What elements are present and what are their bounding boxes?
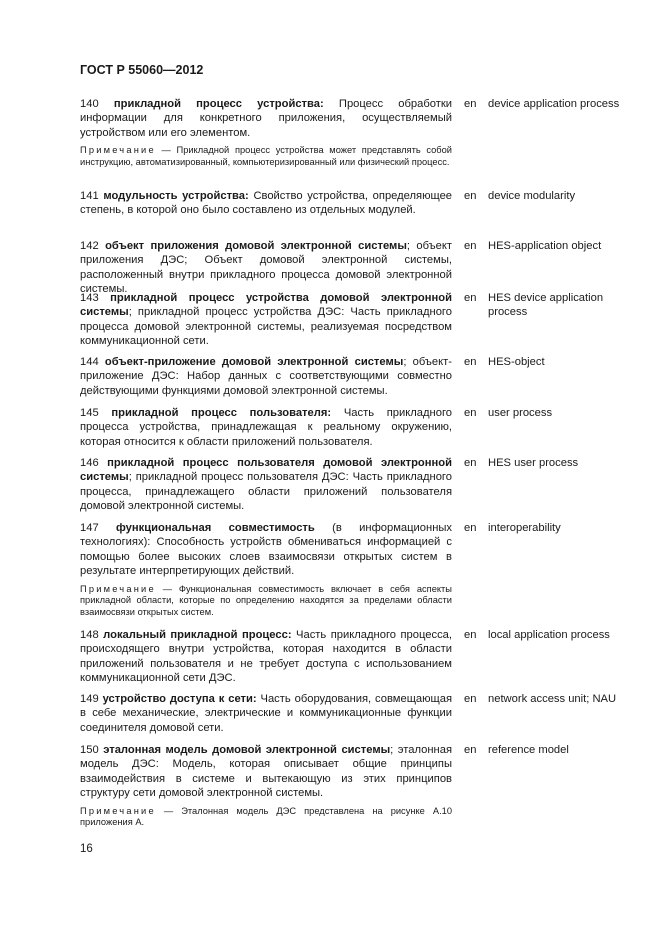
term-name: локальный прикладной процесс:	[103, 629, 292, 641]
term-name: устройство доступа к сети:	[102, 693, 257, 705]
lang-code: en	[464, 98, 477, 110]
term-definition: 141 модульность устройства: Свойство устройства, определяющее степень, в которой оно было составлено из отдельных модулей.	[80, 190, 453, 217]
english-term: local application process	[488, 629, 610, 641]
term-definition: 143 прикладной процесс устройства домовой электронной системы; прикладной процесс устройства ДЭС: Часть прикладного процесса домовой электронной системы, реализуемая посредством коммуникационной сети.	[80, 292, 452, 348]
english-term: HES user process	[488, 457, 579, 469]
document-header: ГОСТ Р 55060—2012	[80, 63, 204, 77]
term-name: прикладной процесс устройства:	[113, 98, 324, 110]
term-definition: 144 объект-приложение домовой электронной системы; объект-приложение ДЭС: Набор данных с соответствующими совместно действующими функциями домовой электронной системы.	[80, 356, 452, 397]
english-term: device application process	[488, 98, 620, 110]
lang-code: en	[464, 356, 477, 368]
term-definition: 140 прикладной процесс устройства: Процесс обработки информации для конкретного приложения, осуществляемый устройством или его элементом. Примечание — Прикладной процесс устройства может представлять собой инструкцию, автоматизированный, компьютеризированный или физический процесс.	[80, 98, 452, 167]
english-term: device modularity	[488, 190, 576, 202]
term-name: объект приложения домовой электронной системы	[105, 240, 407, 252]
term-name: прикладной процесс пользователя домовой электронной системы	[80, 457, 452, 484]
english-term: interoperability	[488, 522, 561, 534]
english-term: network access unit; NAU	[488, 693, 617, 705]
lang-code: en	[464, 629, 477, 641]
lang-code: en	[464, 457, 477, 469]
english-term: HES device application process	[488, 292, 604, 319]
note: Примечание — Прикладной процесс устройства может представлять собой инструкцию, автоматизированный, компьютеризированный или физический процесс.	[80, 145, 452, 167]
note: Примечание — Функциональная совместимость включает в себя аспекты прикладной области, которые по определению находятся за пределами области взаимосвязи открытых систем.	[80, 583, 452, 617]
term-name: прикладной процесс устройства домовой электронной системы	[80, 292, 452, 319]
term-name: объект-приложение домовой электронной системы	[104, 356, 404, 368]
term-definition: 148 локальный прикладной процесс: Часть прикладного процесса, происходящего внутри устройства, которая находится в области приложений пользователя и не требует доступа с использованием коммуникационной сети ДЭС.	[80, 629, 453, 685]
english-term: HES-object	[488, 356, 545, 368]
term-definition: 149 устройство доступа к сети: Часть оборудования, совмещающая в себе механические, электрические и коммуникационные функции соединителя домовой сети.	[80, 693, 453, 734]
term-name: модульность устройства:	[103, 190, 249, 202]
lang-code: en	[464, 190, 477, 202]
english-term: reference model	[488, 744, 569, 756]
lang-code: en	[464, 407, 477, 419]
term-definition: 147 функциональная совместимость (в информационных технологиях): Способность устройств обмениваться информацией с помощью более высоких слоев взаимосвязи открытых систем в результате интерпретирующих действий. Примечание — Функциональная совместимость включает в себя аспекты прикладной области, которые по определению находятся за пределами области взаимосвязи открытых систем.	[80, 522, 453, 617]
term-name: эталонная модель домовой электронной системы	[103, 744, 391, 756]
english-term: user process	[488, 407, 553, 419]
english-term: HES-application object	[488, 240, 602, 252]
term-definition: 142 объект приложения домовой электронной системы; объект приложения ДЭС; Объект домовой электронной системы, расположенный внутри прикладного процесса домовой электронной системы.	[80, 240, 452, 296]
term-name: функциональная совместимость	[116, 522, 315, 534]
lang-code: en	[464, 240, 477, 252]
lang-code: en	[464, 292, 477, 304]
term-definition: 145 прикладной процесс пользователя: Часть прикладного процесса устройства, принадлежащая к реальному окружению, которая относится к области приложений пользователя.	[80, 407, 453, 448]
term-name: прикладной процесс пользователя:	[111, 407, 332, 419]
term-definition: 146 прикладной процесс пользователя домовой электронной системы; прикладной процесс пользователя ДЭС: Часть прикладного процесса, принадлежащего области приложений пользователя домовой электронной системы.	[80, 457, 452, 513]
lang-code: en	[464, 744, 477, 756]
note: Примечание — Эталонная модель ДЭС представлена на рисунке А.10 приложения А.	[80, 805, 452, 828]
page-number: 16	[80, 843, 93, 855]
lang-code: en	[464, 693, 477, 705]
lang-code: en	[464, 522, 477, 534]
term-definition: 150 эталонная модель домовой электронной системы; эталонная модель ДЭС: Модель, которая описывает общие принципы взаимодействия в системе и вытекающую из этих принципов структуру сети домовой электронной системы. Примечание — Эталонная модель ДЭС представлена на рисунке А.10 приложения А.	[80, 744, 452, 828]
